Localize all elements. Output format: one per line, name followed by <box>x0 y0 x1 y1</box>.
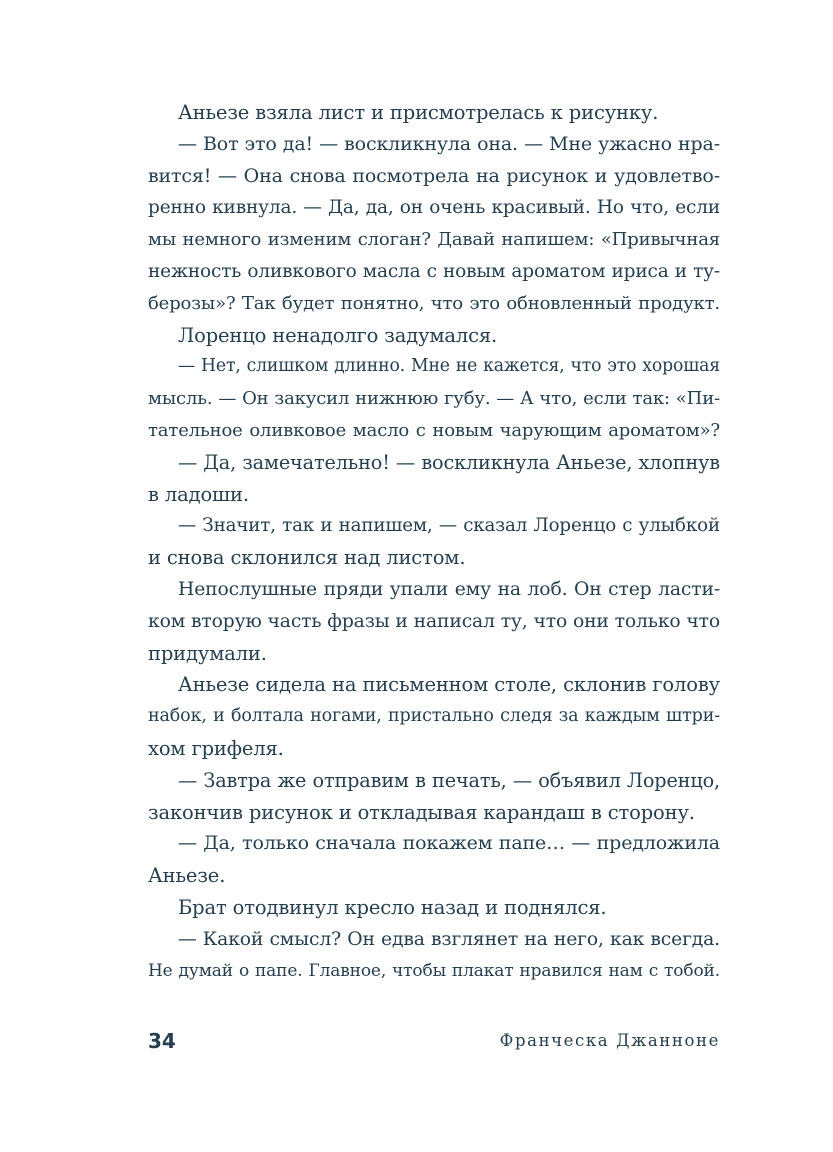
text-line: нежность оливкового масла с новым ароматом ириса и ту- <box>148 260 720 282</box>
text-line: тательное оливковое масло с новым чарующим ароматом»? <box>148 419 720 441</box>
text-line: и снова склонился над листом. <box>148 546 466 570</box>
text-line: Непослушные пряди упали ему на лоб. Он стер ласти- <box>178 578 720 600</box>
text-line: — Вот это да! — воскликнула она. — Мне ужасно нра- <box>178 132 720 155</box>
text-line: берозы»? Так будет понятно, что это обновленный продукт. <box>148 292 720 314</box>
text-line: — Завтра же отправим в печать, — объявил Лоренцо, <box>178 768 720 792</box>
text-line: Аньезе. <box>148 864 226 888</box>
text-line: закончив рисунок и откладывая карандаш в сторону. <box>148 800 695 824</box>
text-line: придумали. <box>148 641 267 665</box>
text-line: набок, и болтала ногами, пристально следя за каждым штри- <box>148 706 720 727</box>
text-line: — Какой смысл? Он едва взглянет на него, как всегда. <box>178 928 720 950</box>
text-line: ренно кивнула. — Да, да, он очень красивый. Но что, если <box>148 197 720 219</box>
text-line: в ладоши. <box>148 482 249 506</box>
text-line: — Да, замечательно! — воскликнула Аньезе, хлопнув <box>178 450 720 474</box>
text-line: ком вторую часть фразы и написал ту, что они только что <box>148 610 720 632</box>
text-line: Аньезе взяла лист и присмотрелась к рисунку. <box>178 101 659 124</box>
text-line: мысль. — Он закусил нижнюю губу. — А что, если так: «Пи- <box>148 388 720 410</box>
text-line: хом грифеля. <box>148 736 284 760</box>
running-head-author: Франческа Джанноне <box>499 1031 720 1050</box>
page-number: 34 <box>148 1029 176 1053</box>
page-footer <box>148 1024 720 1058</box>
text-line: Аньезе сидела на письменном столе, склонив голову <box>178 673 720 697</box>
text-line: вится! — Она снова посмотрела на рисунок и удовлетво- <box>148 164 720 187</box>
body-text <box>148 97 720 987</box>
text-line: мы немного изменим слоган? Давай напишем: «Привычная <box>148 229 720 251</box>
text-line: Лоренцо ненадолго задумался. <box>178 323 498 347</box>
text-line: Не думай о папе. Главное, чтобы плакат нравился нам с тобой. <box>148 960 720 981</box>
text-line: — Да, только сначала покажем папе… — предложила <box>178 832 720 855</box>
text-line: — Значит, так и напишем, — сказал Лоренцо с улыбкой <box>178 515 720 537</box>
text-line: — Нет, слишком длинно. Мне не кажется, что это хорошая <box>178 356 720 377</box>
text-line: Брат отодвинул кресло назад и поднялся. <box>178 895 607 919</box>
